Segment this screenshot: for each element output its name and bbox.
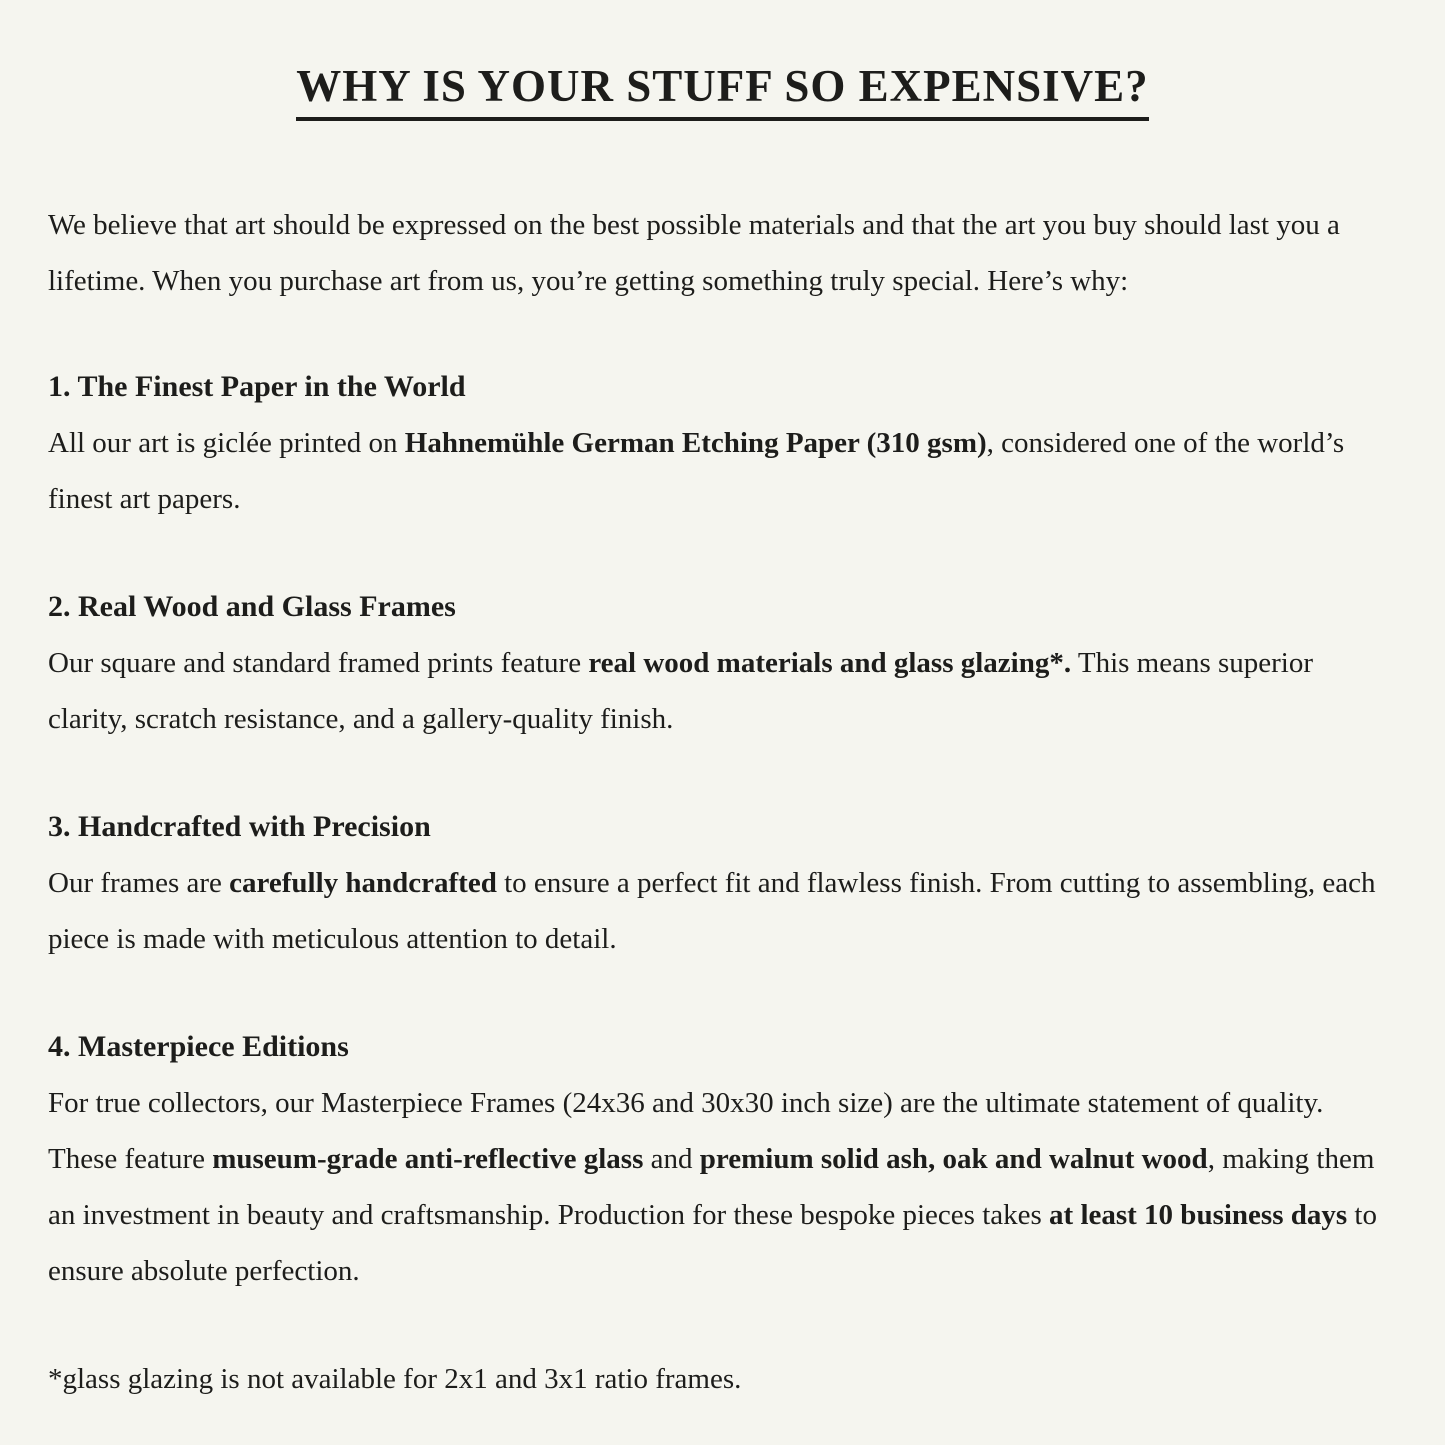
section-masterpiece-editions [48, 1019, 1397, 1299]
section-heading: 2. Real Wood and Glass Frames [48, 590, 456, 623]
section-wood-glass-frames [48, 579, 1397, 747]
section-handcrafted [48, 799, 1397, 967]
section-body: Our frames are carefully handcrafted to ensure a perfect fit and flawless finish. From cutting to assembling, each piece is made with meticulous attention to detail. [48, 867, 1376, 955]
intro-paragraph: We believe that art should be expressed on the best possible materials and that the art you buy should last you a lifetime. When you purchase art from us, you’re getting something truly special. Here’s why: [48, 209, 1340, 297]
page-title-text: WHY IS YOUR STUFF SO EXPENSIVE? [296, 60, 1148, 121]
section-body: Our square and standard framed prints feature real wood materials and glass glazing*. This means superior clarity, scratch resistance, and a gallery-quality finish. [48, 647, 1314, 735]
section-heading: 3. Handcrafted with Precision [48, 810, 431, 843]
glazing-footnote: *glass glazing is not available for 2x1 and 3x1 ratio frames. [48, 1363, 742, 1395]
section-heading: 1. The Finest Paper in the World [48, 370, 466, 403]
section-body: For true collectors, our Masterpiece Frames (24x36 and 30x30 inch size) are the ultimate statement of quality. These feature museum-grade anti-reflective glass and premium solid ash, oak and walnut wood, making them an investment in beauty and craftsmanship. Production for these bespoke pieces takes at least 10 business days to ensure absolute perfection. [48, 1087, 1377, 1287]
section-body: All our art is giclée printed on Hahnemühle German Etching Paper (310 gsm), considered one of the world’s finest art papers. [48, 427, 1345, 515]
section-heading: 4. Masterpiece Editions [48, 1030, 349, 1063]
section-finest-paper [48, 359, 1397, 527]
page-title [48, 60, 1397, 121]
